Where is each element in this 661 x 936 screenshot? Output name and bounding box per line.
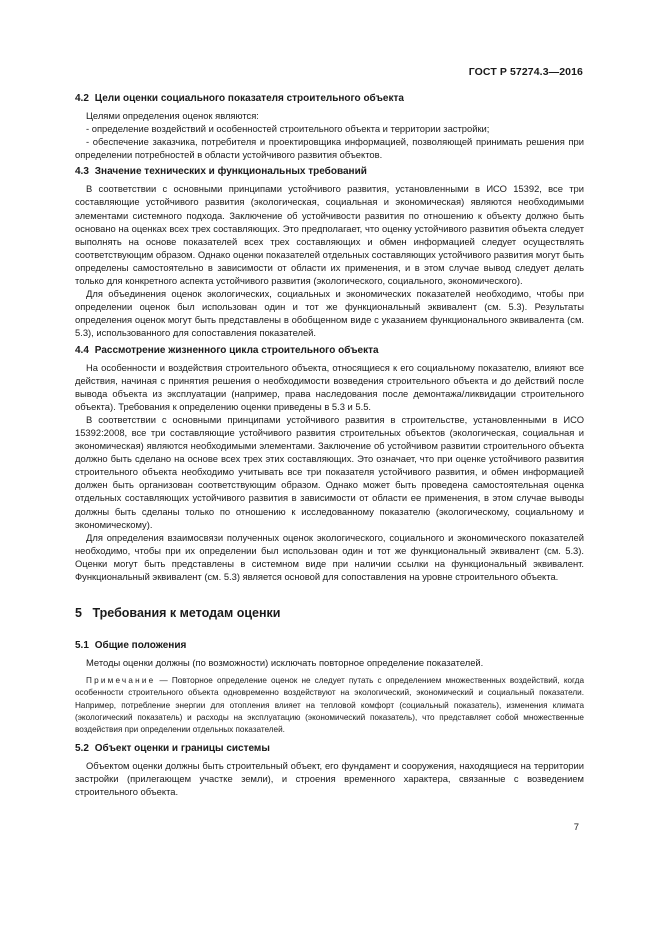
paragraph: В соответствии с основными принципами устойчивого развития, установленными в ИСО 15392, все три составляющие устойчивого развития (экологическая, социальная и экономическая) являются необходимыми элементами системного подхода. Заключение об устойчивости развития по отношению к объекту должно быть основано на оценках всех трех составляющих. Это предполагает, что оценку устойчивого развития объекта следует выполнять на основе показателей всех трех составляющих и обмен информацией следует осуществлять соответствующим образом. Однако оценки показателей отдельных составляющих устойчивого развития могут быть определены самостоятельно в зависимости от области их применения, и в этом случае вывод следует делать только для конкретного аспекта устойчивого развития (экологического, социального, экономического). [75,183,584,287]
list-item: - обеспечение заказчика, потребителя и проектировщика информацией, позволяющей принимать решения при определении потребностей в области устойчивого развития объектов. [75,136,584,161]
section-title: Цели оценки социального показателя строительного объекта [94,93,404,104]
section-title: Значение технических и функциональных требований [94,166,367,178]
section-title: Требования к методам оценки [92,606,281,621]
section-title: Общие положения [94,640,187,652]
section-number: 4.4 [75,344,89,356]
note-text: — Повторное определение оценок не следует путать с определением множественных воздействий, когда особенности строительного объекта одновременно воздействуют на экологический, экономический и социальный показатели. Например, потребление энергии для отопления влияет на тепловой комфорт (социальный показатель), изменения климата (экологический показатель) и расходы на эксплуатацию (экономический показатель), что представляет собой множественные воздействия при определении отдельных показателей. [75,676,584,735]
section-title: Рассмотрение жизненного цикла строительного объекта [94,344,379,356]
section-number: 4.2 [75,93,89,104]
section-4-3-heading [75,165,584,178]
paragraph: Методы оценки должны (по возможности) исключать повторное определение показателей. [86,657,484,669]
note-label: Примечание [86,676,156,686]
page-number: 7 [573,822,579,833]
paragraph: В соответствии с основными принципами устойчивого развития в строительстве, установленными в ИСО 15392:2008, все три составляющие устойчивого развития строительных объектов (экологическая, социальная и экономическая) являются необходимыми элементами. Заключение об устойчивом развитии строительного объекта должно быть сделано на основе всех трех этих составляющих. Это означает, что при оценке устойчивого развития строительного объекта необходимо учитывать все три показателя устойчивого развития, и обмен информацией должен быть организован соответствующим образом. Однако может быть проведена самостоятельная оценка отдельных составляющих устойчивого развития в зависимости от области ее применения, в этом случае выводы должны быть сделаны только по отношению к исследованному показателю (экологическому, социальному и экономическому). [75,413,584,530]
page-content [75,92,584,798]
paragraph: Целями определения оценок являются: [86,110,259,121]
section-number: 5 [75,606,82,621]
section-number: 5.2 [75,742,89,754]
section-5-2-heading [75,742,584,755]
paragraph: На особенности и воздействия строительного объекта, относящиеся к его социальному показателю, влияют все действия, начиная с принятия решения о необходимости возведения строительного объекта и до действий после вывода объекта из эксплуатации (например, права наследования после демонтажа/ликвидации строительного объекта). Требования к определению оценки приведены в 5.3 и 5.5. [75,361,584,412]
paragraph: Для определения взаимосвязи полученных оценок экологического, социального и экономического показателей необходимо, чтобы при их определении был использован один и тот же функциональный эквивалент (см. 5.3). Оценки могут быть представлены в системном виде при наличии ссылки на функциональный эквивалент. Функциональный эквивалент (см. 5.3) является основой для сопоставления на уровне строительного объекта. [75,531,584,582]
section-number: 4.3 [75,166,89,178]
paragraph: Для объединения оценок экологических, социальных и экономических показателей необходимо, чтобы при определении оценок был использован один и тот же функциональный эквивалент (см. 5.3). Результаты определения оценок могут быть представлены в обобщенном виде с указанием функционального эквивалента (см. 5.3), использованного для сопоставления показателей. [75,288,584,339]
section-title: Объект оценки и границы системы [94,742,270,754]
list-item: - определение воздействий и особенностей строительного объекта и территории застройки; [86,123,490,135]
paragraph: Объектом оценки должны быть строительный объект, его фундамент и сооружения, находящиеся на территории застройки (прилегающем участке земли), и строения временного характера, связанные с возведением строительного объекта. [75,759,584,797]
document-code: ГОСТ Р 57274.3—2016 [468,66,583,78]
section-4-2-heading [75,92,584,105]
section-4-4-heading [75,344,584,357]
section-5-1-heading [75,639,584,652]
section-5-heading [75,605,584,621]
note [75,675,584,736]
section-number: 5.1 [75,640,89,652]
